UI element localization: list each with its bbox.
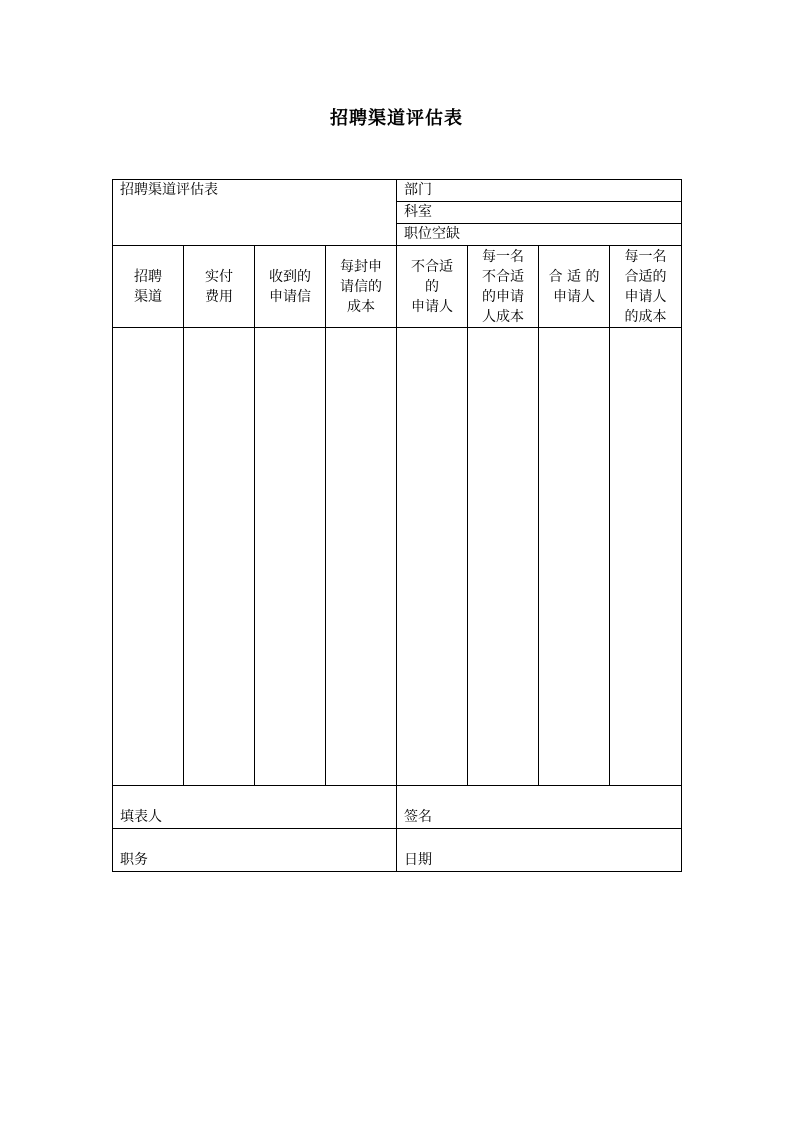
filler-label: 填表人 [120,809,162,825]
entry-cell-cost-per-application[interactable] [326,328,397,786]
entry-cell-channel[interactable] [113,328,184,786]
entry-cell-suitable-applicants[interactable] [539,328,610,786]
col-header-cost-per-application: 每封申 请信的 成本 [326,246,397,328]
col-header-channel: 招聘 渠道 [113,246,184,328]
section-label: 科室 [404,204,432,220]
col-header-applications-received: 收到的 申请信 [255,246,326,328]
vacancy-field[interactable] [397,224,682,246]
entry-cell-cost-per-suitable[interactable] [610,328,682,786]
department-label: 部门 [404,182,432,198]
evaluation-form-table [112,179,682,872]
date-field[interactable] [397,829,682,872]
form-name-cell [113,180,397,246]
department-field[interactable] [397,180,682,202]
col-header-cost-per-unsuitable: 每一名 不合适 的申请 人成本 [468,246,539,328]
entry-cell-applications-received[interactable] [255,328,326,786]
position-field[interactable] [113,829,397,872]
form-name: 招聘渠道评估表 [120,182,218,198]
page-title: 招聘渠道评估表 [330,108,463,129]
entry-cell-cost-per-unsuitable[interactable] [468,328,539,786]
col-header-actual-cost: 实付 费用 [184,246,255,328]
entry-cell-unsuitable-applicants[interactable] [397,328,468,786]
position-label: 职务 [120,852,148,868]
vacancy-label: 职位空缺 [404,226,460,242]
filler-field[interactable] [113,786,397,829]
col-header-unsuitable-applicants: 不合适 的 申请人 [397,246,468,328]
section-field[interactable] [397,202,682,224]
date-label: 日期 [404,852,432,868]
col-header-suitable-applicants: 合 适 的 申请人 [539,246,610,328]
col-header-cost-per-suitable: 每一名 合适的 申请人 的成本 [610,246,682,328]
entry-cell-actual-cost[interactable] [184,328,255,786]
signature-field[interactable] [397,786,682,829]
signature-label: 签名 [404,809,432,825]
